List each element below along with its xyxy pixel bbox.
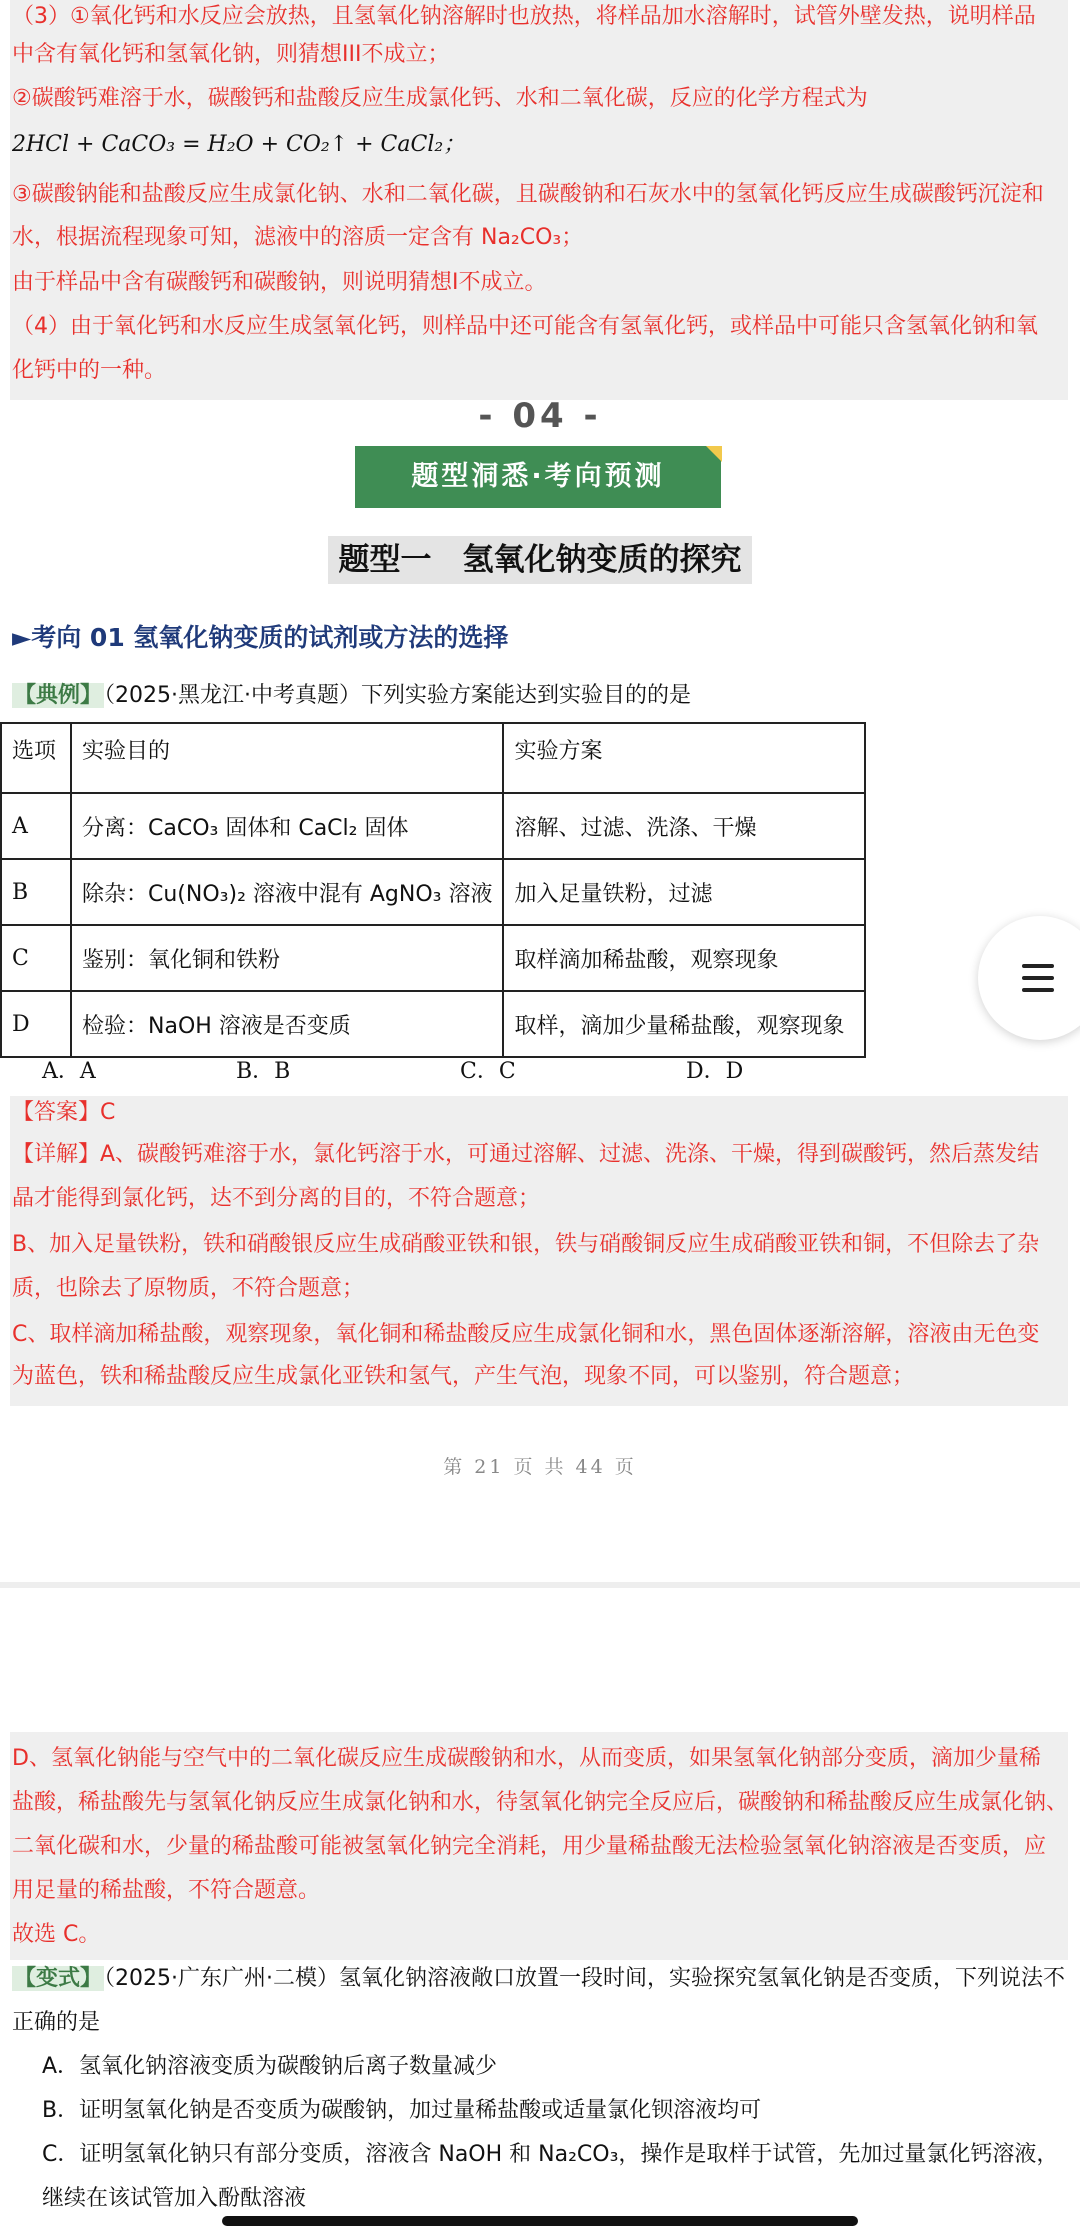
text-line: （4）由于氧化钙和水反应生成氢氧化钙，则样品中还可能含有氢氧化钙，或样品中可能只含氢氧化钠和氧 <box>12 314 1039 339</box>
explanation-line: C、取样滴加稀盐酸，观察现象，氧化铜和稀盐酸反应生成氯化铜和水，黑色固体逐渐溶解，溶液由无色变 <box>12 1322 1040 1347</box>
explanation-line: 二氧化碳和水，少量的稀盐酸可能被氢氧化钠完全消耗，用少量稀盐酸无法检验氢氧化钠溶液是否变质，应 <box>12 1834 1047 1859</box>
explanation-line: 用足量的稀盐酸，不符合题意。 <box>12 1878 321 1903</box>
answer-option-c: C．C <box>460 1059 516 1084</box>
table-cell-method: 取样，滴加少量稀盐酸，观察现象 <box>503 991 865 1057</box>
table-header-cell: 实验目的 <box>71 723 503 793</box>
table-cell-option: B <box>1 859 71 925</box>
table-cell-option: C <box>1 925 71 991</box>
variant-question-stem <box>12 1964 1065 1994</box>
table-header-row <box>1 723 865 793</box>
variant-tag: 【变式】 <box>14 1966 103 1991</box>
text-line: ③碳酸钠能和盐酸反应生成氯化钠、水和二氧化碳，且碳酸钠和石灰水中的氢氧化钙反应生成碳酸钙沉淀和 <box>12 182 1044 207</box>
page-number: 第 21 页 共 44 页 <box>443 1456 637 1478</box>
exam-direction-heading: ►考向 01 氢氧化钠变质的试剂或方法的选择 <box>12 623 509 652</box>
table-cell-option: D <box>1 991 71 1057</box>
variant-stem-text: （2025·广东广州·二模）氢氧化钠溶液敞口放置一段时间，实验探究氢氧化钠是否变质，下列说法不 <box>104 1966 1065 1991</box>
answer-option-a: A．A <box>42 1059 96 1084</box>
variant-option-b: B．证明氢氧化钠是否变质为碳酸钠，加过量稀盐酸或适量氯化钡溶液均可 <box>42 2098 762 2123</box>
variant-option-c: C．证明氢氧化钠只有部分变质，溶液含 NaOH 和 Na₂CO₃，操作是取样于试管，先加过量氯化钙溶液， <box>42 2142 1059 2167</box>
table-cell-method: 溶解、过滤、洗涤、干燥 <box>503 793 865 859</box>
final-answer-line: 故选 C。 <box>12 1922 101 1947</box>
home-indicator[interactable] <box>222 2216 858 2226</box>
explanation-line: 【详解】A、碳酸钙难溶于水，氯化钙溶于水，可通过溶解、过滤、洗涤、干燥，得到碳酸钙，然后蒸发结 <box>12 1142 1040 1167</box>
text-line: 化钙中的一种。 <box>12 358 167 383</box>
text-line: 中含有氧化钙和氢氧化钠，则猜想III不成立； <box>12 42 450 67</box>
example-question-stem <box>12 678 691 709</box>
explanation-line: 晶才能得到氯化钙，达不到分离的目的，不符合题意； <box>12 1186 541 1211</box>
text-line: 由于样品中含有碳酸钙和碳酸钠，则说明猜想I不成立。 <box>12 270 547 295</box>
table-header-cell: 实验方案 <box>503 723 865 793</box>
hamburger-menu-icon[interactable] <box>978 916 1080 1040</box>
variant-option-a: A．氢氧化钠溶液变质为碳酸钠后离子数量减少 <box>42 2054 498 2079</box>
page-divider <box>0 1582 1080 1588</box>
table-row <box>1 793 865 859</box>
explanation-line: B、加入足量铁粉，铁和硝酸银反应生成硝酸亚铁和银，铁与硝酸铜反应生成硝酸亚铁和铜，不但除去了杂 <box>12 1232 1040 1257</box>
explanation-line: 质，也除去了原物质，不符合题意； <box>12 1276 365 1301</box>
menu-bar <box>1022 988 1054 992</box>
table-cell-method: 取样滴加稀盐酸，观察现象 <box>503 925 865 991</box>
section-number: - 04 - <box>478 396 602 436</box>
answer-option-d: D．D <box>686 1059 744 1084</box>
explanation-line: 盐酸，稀盐酸先与氢氧化钠反应生成氯化钠和水，待氢氧化钠完全反应后，碳酸钠和稀盐酸反应生成氯化钠、 <box>12 1790 1069 1815</box>
text-line: 水，根据流程现象可知，滤液中的溶质一定含有 Na₂CO₃； <box>12 225 584 250</box>
banner-corner-decoration <box>706 446 722 462</box>
text-line: （3）①氧化钙和水反应会放热，且氢氧化钠溶解时也放热，将样品加水溶解时，试管外壁发热，说明样品 <box>12 4 1036 29</box>
explanation-line: 为蓝色，铁和稀盐酸反应生成氯化亚铁和氢气，产生气泡，现象不同，可以鉴别，符合题意； <box>12 1364 915 1389</box>
question-type-heading: 题型一 氢氧化钠变质的探究 <box>328 536 752 584</box>
variant-question-stem-continued: 正确的是 <box>12 2010 101 2035</box>
table-cell-purpose: 鉴别：氧化铜和铁粉 <box>71 925 503 991</box>
answer-line: 【答案】C <box>12 1100 116 1125</box>
variant-option-c-continued: 继续在该试管加入酚酞溶液 <box>42 2186 307 2211</box>
menu-bar <box>1022 976 1054 980</box>
table-row <box>1 925 865 991</box>
menu-bar <box>1022 964 1054 968</box>
chemical-equation: 2HCl + CaCO₃ = H₂O + CO₂↑ + CaCl₂； <box>12 132 466 157</box>
section-banner: 题型洞悉·考向预测 <box>355 446 721 508</box>
table-cell-purpose: 分离：CaCO₃ 固体和 CaCl₂ 固体 <box>71 793 503 859</box>
table-cell-purpose: 检验：NaOH 溶液是否变质 <box>71 991 503 1057</box>
table-cell-option: A <box>1 793 71 859</box>
text-line: ②碳酸钙难溶于水，碳酸钙和盐酸反应生成氯化钙、水和二氧化碳，反应的化学方程式为 <box>12 86 868 111</box>
example-tag: 【典例】 <box>14 683 103 708</box>
table-row <box>1 859 865 925</box>
table-header-cell: 选项 <box>1 723 71 793</box>
table-cell-purpose: 除杂：Cu(NO₃)₂ 溶液中混有 AgNO₃ 溶液 <box>71 859 503 925</box>
table-cell-method: 加入足量铁粉，过滤 <box>503 859 865 925</box>
explanation-line: D、氢氧化钠能与空气中的二氧化碳反应生成碳酸钠和水，从而变质，如果氢氧化钠部分变质，滴加少量稀 <box>12 1746 1041 1771</box>
experiment-table <box>0 722 866 1058</box>
table-row <box>1 991 865 1057</box>
answer-option-b: B．B <box>236 1059 291 1084</box>
example-stem-text: （2025·黑龙江·中考真题）下列实验方案能达到实验目的的是 <box>104 683 691 708</box>
